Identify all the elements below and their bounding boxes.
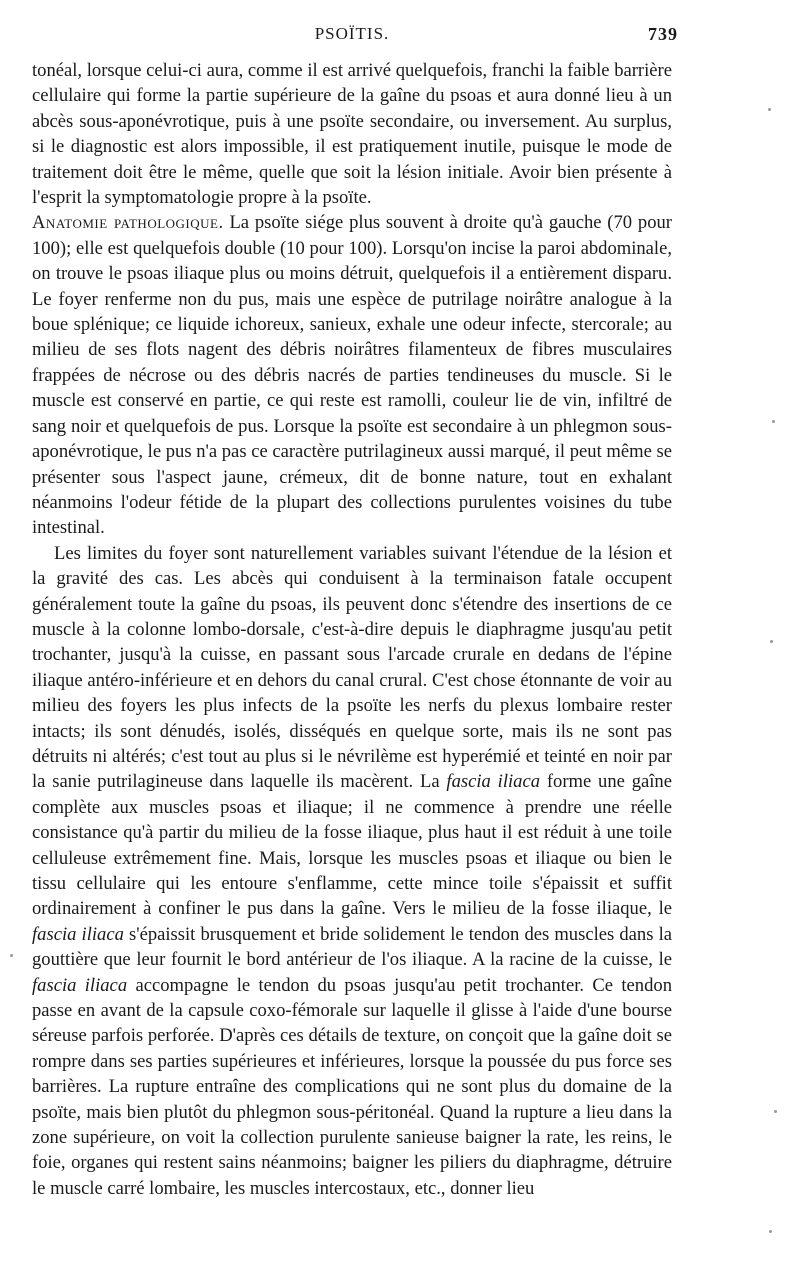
text-segment: forme une gaîne complète aux muscles psoas et iliaque; il ne commence à prendre une réelle consistance qu'à partir du milieu de la fosse iliaque, plus haut il est réduit à une toile celluleuse extrêmement fine. Mais, lorsque les muscles psoas et iliaque ou bien le tissu cellulaire qui les entoure s'enflamme, cette mince toile s'épaissit et suffit ordinairement à confiner le pus dans la gaîne. Vers le milieu de la fosse iliaque, le — [32, 771, 672, 920]
italic-term-fascia-iliaca: fascia iliaca — [446, 771, 541, 793]
body-text — [32, 58, 672, 1201]
page-number: 739 — [648, 24, 678, 44]
running-title: PSOÏTIS. — [314, 24, 390, 43]
scan-speck — [774, 1110, 777, 1113]
text-segment: Les limites du foyer sont naturellement variables suivant l'étendue de la lésion et la gravité des cas. Les abcès qui conduisent à la terminaison fatale occupent généralement toute la gaîne du psoas, ils peuvent donc s'étendre des insertions de ce muscle à la colonne lombo-dorsale, c'est-à-dire depuis le diaphragme jusqu'au petit trochanter, jusqu'à la cuisse, en passant sous l'arcade crurale en dedans de l'épine iliaque antéro-inférieure et en dehors du canal crural. C'est chose étonnante de voir au milieu des foyers les plus infects de la psoïte les nerfs du plexus lombaire rester intacts; ils sont dénudés, isolés, disséqués en quelque sorte, mais ils ne sont pas détruits ni altérés; c'est tout au plus si le névrilème est hyperémié et teinté en noir par la sanie putrilagineuse dans laquelle ils macèrent. La — [32, 542, 672, 793]
scan-speck — [10, 954, 13, 957]
text-segment: accompagne le tendon du psoas jusqu'au petit trochanter. Ce tendon passe en avant de la capsule coxo-fémorale sur laquelle il glisse à l'aide d'une bourse séreuse parfois perforée. D'après ces détails de texture, on conçoit que la gaîne doit se rompre dans ses parties supérieures et inférieures, lorsque la poussée du pus force ses barrières. La rupture entraîne des complications qui ne sont plus du domaine de la psoïte, mais bien plutôt du phlegmon sous-péritonéal. Quand la rupture a lieu dans la zone supérieure, on voit la collection purulente sanieuse baigner la rate, les reins, le foie, organes qui restent sains néanmoins; baigner les piliers du diaphragme, détruire le muscle carré lombaire, les muscles intercostaux, etc., donner lieu — [32, 974, 672, 1199]
italic-term-fascia-iliaca: fascia iliaca — [32, 923, 124, 945]
text-segment: s'épaissit brusquement et bride solidement le tendon des muscles dans la gouttière que leur fournit le bord antérieur de l'os iliaque. A la racine de la cuisse, le — [32, 923, 672, 971]
scan-speck — [769, 1230, 772, 1233]
paragraph-anatomie-pathologique — [32, 210, 672, 540]
paragraph-limites-du-foyer — [32, 541, 672, 1202]
section-lead-anatomie-pathologique: Anatomie pathologique. — [32, 212, 224, 234]
text-segment: tonéal, lorsque celui-ci aura, comme il est arrivé quelquefois, franchi la faible barrière cellulaire qui forme la partie supérieure de la gaîne du psoas et aura donné lieu à un abcès sous-aponévrotique, puis à une psoïte secondaire, ou inversement. Au surplus, si le diagnostic est alors impossible, il est pratiquement inutile, puisque le mode de traitement doit être le même, quelle que soit la lésion initiale. Avoir bien présente à l'esprit la symptomatologie propre à la psoïte. — [32, 60, 672, 209]
scan-speck — [772, 420, 775, 423]
running-header — [32, 24, 678, 50]
paragraph-continuation — [32, 58, 672, 210]
book-page — [32, 24, 678, 1201]
scan-speck — [770, 640, 773, 643]
scan-speck — [768, 108, 771, 111]
italic-term-fascia-iliaca: fascia iliaca — [32, 974, 128, 996]
text-segment: La psoïte siége plus souvent à droite qu'à gauche (70 pour 100); elle est quelquefois double (10 pour 100). Lorsqu'on incise la paroi abdominale, on trouve le psoas iliaque plus ou moins détruit, quelquefois il a entièrement disparu. Le foyer renferme non du pus, mais une espèce de putrilage noirâtre analogue à la boue splénique; ce liquide ichoreux, sanieux, exhale une odeur infecte, stercorale; au milieu de ses flots nagent des débris noirâtres filamenteux de fibres musculaires frappées de nécrose ou des débris nacrés de parties tendineuses du muscle. Si le muscle est conservé en partie, ce qui reste est ramolli, couleur lie de vin, infiltré de sang noir et quelquefois de pus. Lorsque la psoïte est secondaire à un phlegmon sous-aponévrotique, le pus n'a pas ce caractère putrilagineux aussi marqué, il peut même se présenter sous l'aspect jaune, crémeux, dit de bonne nature, tout en exhalant néanmoins l'odeur fétide de la plupart des collections purulentes voisines du tube intestinal. — [32, 212, 672, 539]
